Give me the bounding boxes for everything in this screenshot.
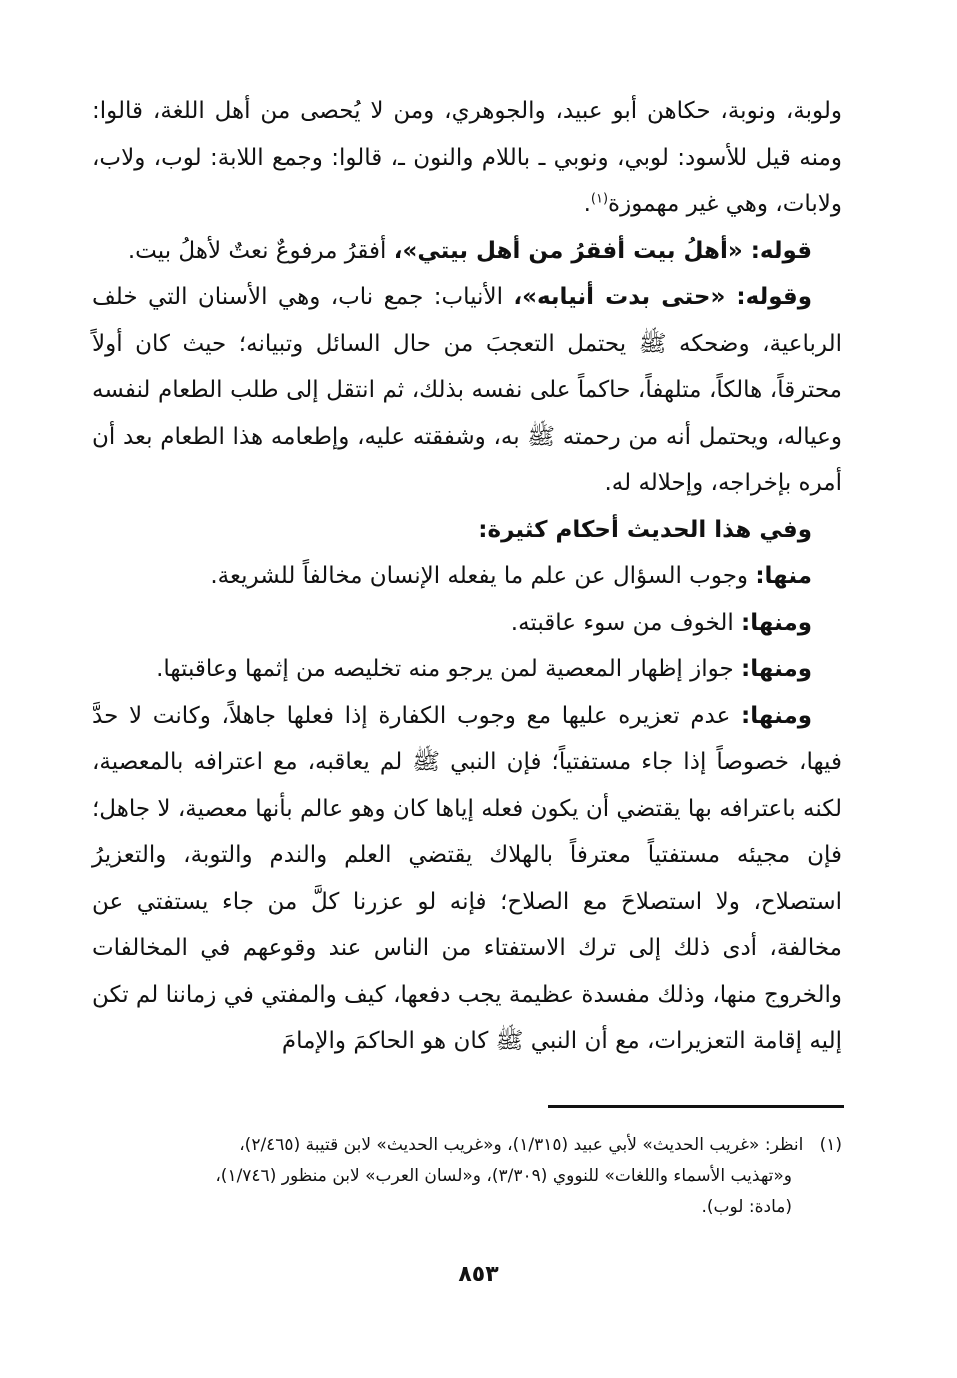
footnote-separator xyxy=(548,1105,844,1108)
ruling-2 xyxy=(92,600,842,647)
paragraph-3-lead: وقوله: «حتى بدت أنيابه»، xyxy=(513,284,812,310)
ruling-1-text: وجوب السؤال عن علم ما يفعله الإنسان مخالفاً للشريعة. xyxy=(210,563,756,589)
footnote-line-1 xyxy=(92,1130,842,1161)
main-text xyxy=(92,88,842,1065)
ruling-1-lead: منها: xyxy=(755,563,812,589)
paragraph-3-text: الأنياب: جمع ناب، وهي الأسنان التي خلف الرباعية، وضحكه ﷺ يحتمل التعجبَ من حال السائل وتبيانه؛ حيث كان أولاً محترقاً، هالكاً، متلهفاً، حاكماً على نفسه بذلك، ثم انتقل إلى طلب الطعام لنفسه وعياله، ويحتمل أنه من رحمته ﷺ به، وشفقته عليه، وإطعامه هذا الطعام بعد أن أمره بإخراجه، وإحلاله له. xyxy=(92,284,842,496)
paragraph-2 xyxy=(92,228,842,275)
ruling-4 xyxy=(92,693,842,1065)
footnote-line-3: (مادة: لوب). xyxy=(701,1197,792,1217)
ruling-4-lead: ومنها: xyxy=(741,702,812,729)
paragraph-3 xyxy=(92,274,842,507)
footnote-line-1-text: انظر: «غريب الحديث» لأبي عبيد (١/٣١٥)، و«غريب الحديث» لابن قتيبة (٢/٤٦٥)، xyxy=(239,1135,804,1155)
ruling-1 xyxy=(92,553,842,600)
paragraph-2-lead: قوله: «أهلُ بيت أفقرُ من أهل بيتي»، xyxy=(393,237,812,264)
footnote-line-2: و«تهذيب الأسماء واللغات» للنووي (٣/٣٠٩)، و«لسان العرب» لابن منظور (١/٧٤٦)، xyxy=(215,1166,792,1186)
footnote-number: (١) xyxy=(819,1135,842,1155)
footnote-reference: (١) xyxy=(590,191,609,207)
ruling-4-text: عدم تعزيره عليها مع وجوب الكفارة إذا فعلها جاهلاً، وكانت لا حدَّ فيها، خصوصاً إذا جاء مستفتياً؛ فإن النبي ﷺ لم يعاقبه، مع اعترافه بالمعصية، لكنه باعترافه بها يقتضي أن يكون فعله إياها كان وهو عالم بأنها معصية، لا جاهل؛ فإن مجيئه مستفتياً معترفاً بالهلاك يقتضي العلم والندم والتوبة، والتعزيرُ استصلاح، ولا استصلاحَ مع الصلاح؛ فإنه لو عزرنا كلَّ من جاء يستفتي عن مخالفة، أدى ذلك إلى ترك الاستفتاء من الناس عند وقوعهم في المخالفات والخروج منها، وذلك مفسدة عظيمة يجب دفعها، كيف والمفتي في زماننا لم تكن إليه إقامة التعزيرات، مع أن النبي ﷺ كان هو الحاكمَ والإمامَ xyxy=(92,702,842,1054)
ruling-3-lead: ومنها: xyxy=(741,656,812,682)
ruling-3 xyxy=(92,646,842,693)
paragraph-1-text: ولوبة، ونوبة، حكاهن أبو عبيد، والجوهري، ومن لا يُحصى من أهل اللغة، قالوا: ومنه قيل للأسود: لوبي، ونوبي ـ باللام والنون ـ، قالوا: وجمع اللابة: لوب، ولاب، ولابات، وهي غير مهموزة xyxy=(92,98,842,217)
page-number: ٨٥٣ xyxy=(458,1262,499,1287)
footnote xyxy=(92,1130,842,1223)
section-heading: وفي هذا الحديث أحكام كثيرة: xyxy=(478,516,812,543)
ruling-2-text: الخوف من سوء عاقبته. xyxy=(510,609,742,636)
paragraph-1 xyxy=(92,88,842,228)
paragraph-1-end: . xyxy=(583,191,591,217)
ruling-2-lead: ومنها: xyxy=(741,609,812,636)
paragraph-2-text: أفقرُ مرفوعٌ نعتٌ لأهلُ بيت. xyxy=(127,237,394,264)
ruling-3-text: جواز إظهار المعصية لمن يرجو منه تخليصه من إثمها وعاقبتها. xyxy=(156,656,742,682)
